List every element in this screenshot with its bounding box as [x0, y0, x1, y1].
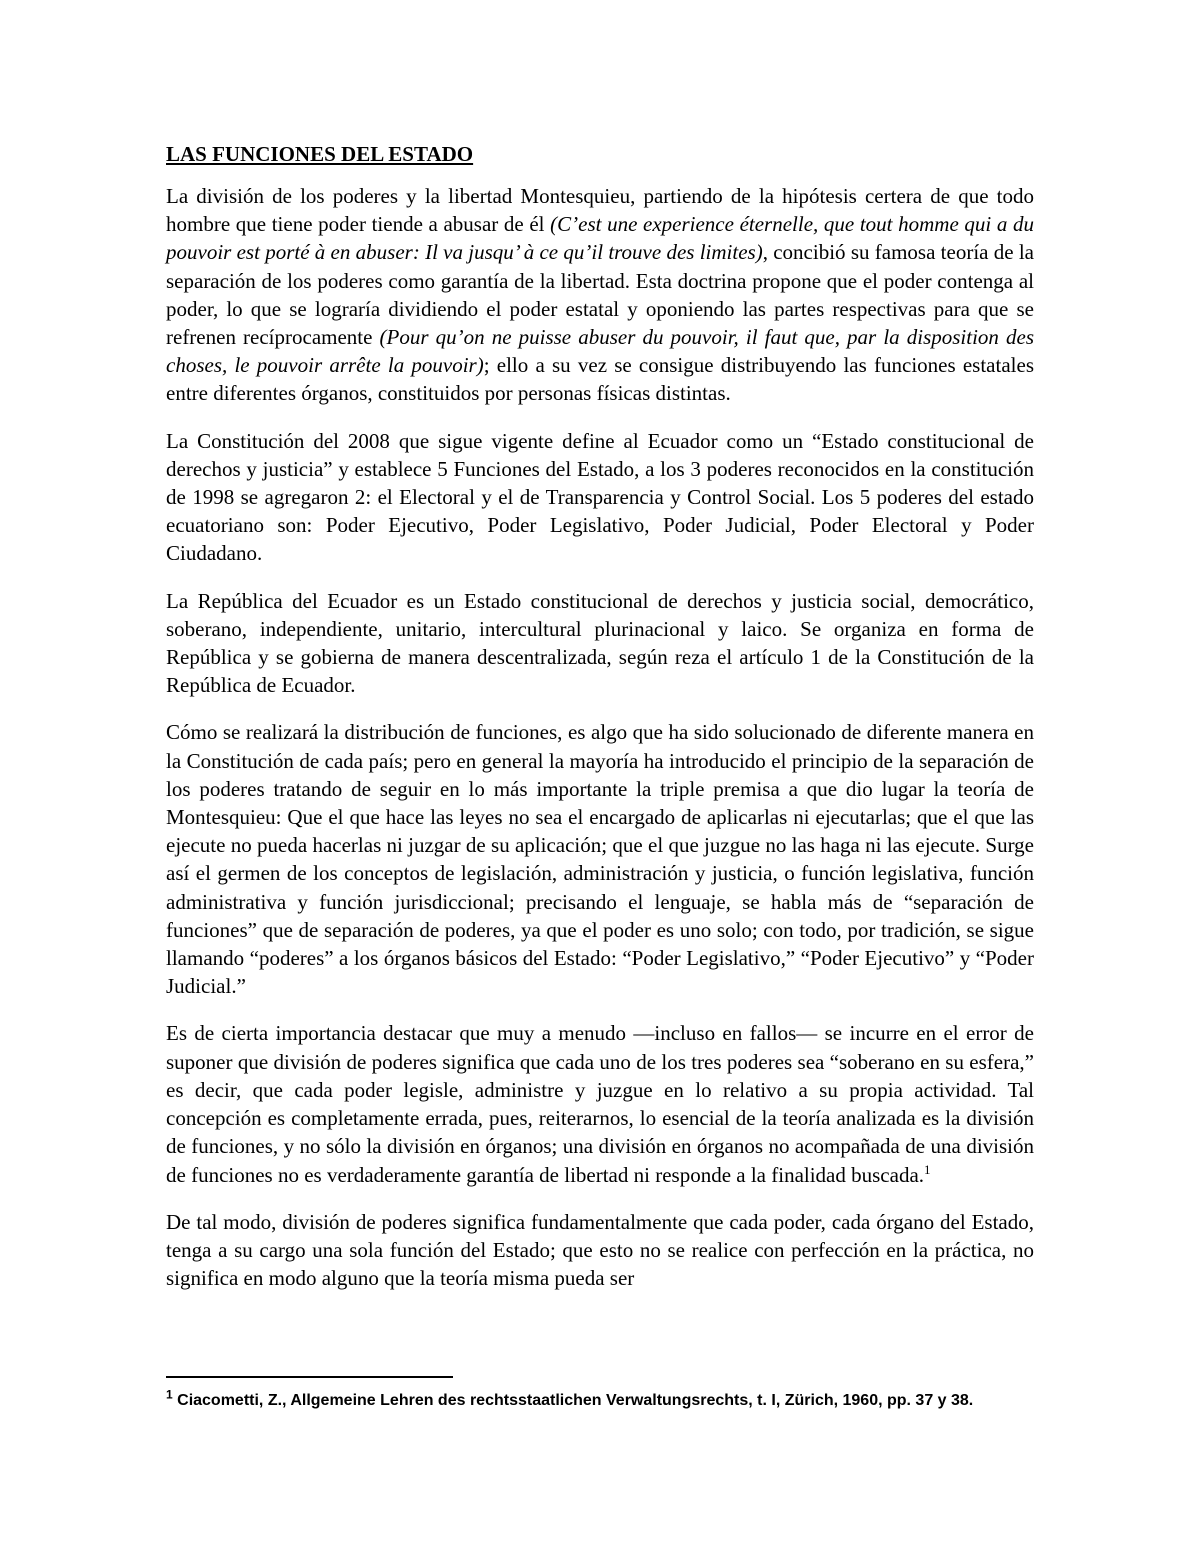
paragraph-4: Cómo se realizará la distribución de funciones, es algo que ha sido solucionado de diferente manera en la Constitución de cada país; pero en general la mayoría ha introducido el principio de la separación de los poderes tratando de seguir en lo más importante la triple premisa a que dio lugar la teoría de Montesquieu: Que el que hace las leyes no sea el encargado de aplicarlas ni ejecutarlas; que el que las ejecute no pueda hacerlas ni juzgar de su aplicación; que el que juzgue no las haga ni las ejecute. Surge así el germen de los conceptos de legislación, administración y justicia, o función legislativa, función administrativa y función jurisdiccional; precisando el lenguaje, se habla más de “separación de funciones” que de separación de poderes, ya que el poder es uno solo; con todo, por tradición, se sigue llamando “poderes” a los órganos básicos del Estado: “Poder Legislativo,” “Poder Ejecutivo” y “Poder Judicial.”	[166, 720, 1034, 999]
footnote-text: Ciacometti, Z., Allgemeine Lehren des rechtsstaatlichen Verwaltungsrechts, t. I, Zürich, 1960, pp. 37 y 38.	[172, 1392, 974, 1409]
paragraph-5	[166, 1019, 1034, 1188]
paragraph-5-text: Es de cierta importancia destacar que muy a menudo —incluso en fallos— se incurre en el error de suponer que división de poderes significa que cada uno de los tres poderes sea “soberano en su esfera,” es decir, que cada poder legisle, administre y juzgue en lo relativo a su propia actividad. Tal concepción es completamente errada, pues, reiterarnos, lo esencial de la teoría analizada es la división de funciones, y no sólo la división en órganos; una división en órganos no acompañada de una división de funciones no es verdaderamente garantía de libertad ni responde a la finalidad buscada.	[166, 1021, 1034, 1187]
paragraph-2: La Constitución del 2008 que sigue vigente define al Ecuador como un “Estado constitucional de derechos y justicia” y establece 5 Funciones del Estado, a los 3 poderes reconocidos en la constitución de 1998 se agregaron 2: el Electoral y el de Transparencia y Control Social. Los 5 poderes del estado ecuatoriano son: Poder Ejecutivo, Poder Legislativo, Poder Judicial, Poder Electoral y Poder Ciudadano.	[166, 428, 1034, 566]
paragraph-6: De tal modo, división de poderes significa fundamentalmente que cada poder, cada órgano del Estado, tenga a su cargo una sola función del Estado; que esto no se realice con perfección en la práctica, no significa en modo alguno que la teoría misma pueda ser	[166, 1209, 1034, 1291]
footnote-separator	[166, 1376, 453, 1378]
paragraph-3: La República del Ecuador es un Estado constitucional de derechos y justicia social, democrático, soberano, independiente, unitario, intercultural plurinacional y laico. Se organiza en forma de República y se gobierna de manera descentralizada, según reza el artículo 1 de la Constitución de la República de Ecuador.	[166, 588, 1034, 698]
document-body	[166, 140, 1034, 1311]
document-title: LAS FUNCIONES DEL ESTADO	[166, 142, 474, 166]
paragraph-1-text-e: ; ello a su vez se consigue distribuyendo las funciones estatales entre diferentes órganos, constituidos por personas físicas distintas.	[166, 353, 1034, 406]
paragraph-1-text-a: La división de los poderes y la libertad Montesquieu, partiendo de la hipótesis certera de que todo hombre que tiene poder tiende a abusar de él	[166, 184, 1034, 237]
footnote-number: 1	[166, 1387, 173, 1402]
footnote-reference[interactable]: 1	[924, 1161, 931, 1177]
paragraph-1-quote-2: (Pour qu’on ne puisse abuser du pouvoir, il faut que, par la disposition des choses, le pouvoir arrête la pouvoir)	[166, 325, 1034, 378]
footnote	[166, 1387, 1034, 1412]
paragraph-1-text-c: , concibió su famosa teoría de la separación de los poderes como garantía de la libertad. Esta doctrina propone que el poder contenga al poder, lo que se lograría dividiendo el poder estatal y oponiendo las partes respectivas para que se refrenen recíprocamente	[166, 240, 1034, 350]
paragraph-1	[166, 182, 1034, 408]
paragraph-1-quote-1: (C’est une experience éternelle, que tout homme qui a du pouvoir est porté à en abuser: Il va jusqu’ à ce qu’il trouve des limites)	[166, 212, 1034, 265]
